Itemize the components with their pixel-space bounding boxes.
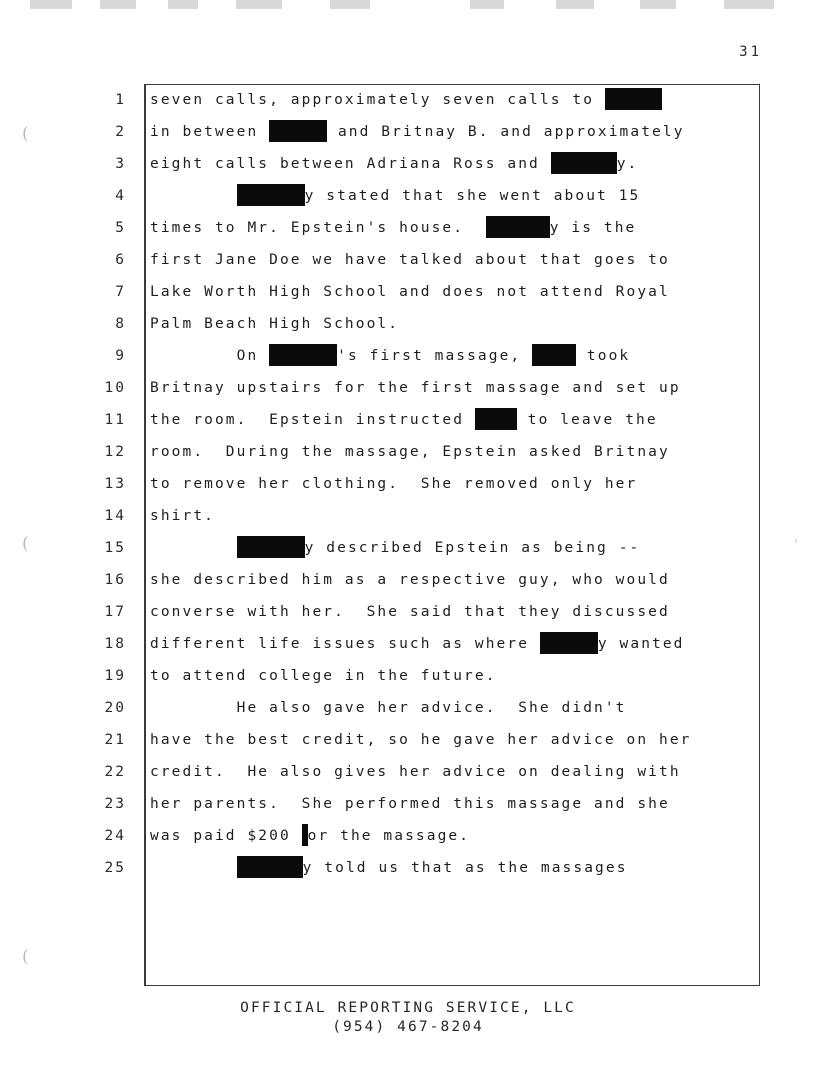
line-number: 19 xyxy=(104,668,126,684)
transcript-line xyxy=(0,436,760,468)
transcript-line xyxy=(0,564,760,596)
line-text: in between and Britnay B. and approximately xyxy=(150,116,685,148)
line-number: 25 xyxy=(104,860,126,876)
redaction-bar xyxy=(237,184,305,206)
line-text: Lake Worth High School and does not attend Royal xyxy=(150,284,670,300)
transcript-line xyxy=(0,820,760,852)
transcript-line xyxy=(0,276,760,308)
page-number: 31 xyxy=(739,44,762,60)
line-number: 15 xyxy=(104,540,126,556)
line-number: 10 xyxy=(104,380,126,396)
redaction-bar xyxy=(475,408,517,430)
transcript-line xyxy=(0,692,760,724)
margin-mark: ( xyxy=(22,534,29,554)
line-number: 5 xyxy=(115,220,126,236)
margin-mark: ( xyxy=(22,124,29,144)
transcript-line xyxy=(0,788,760,820)
transcript-line xyxy=(0,468,760,500)
line-text: y told us that as the massages xyxy=(150,852,628,884)
line-text: first Jane Doe we have talked about that goes to xyxy=(150,252,670,268)
line-number: 11 xyxy=(104,412,126,428)
line-number: 1 xyxy=(115,92,126,108)
line-text: to attend college in the future. xyxy=(150,668,497,684)
redaction-bar xyxy=(551,152,617,174)
line-text: was paid $200 or the massage. xyxy=(150,820,470,852)
line-text: the room. Epstein instructed to leave the xyxy=(150,404,658,436)
line-text: eight calls between Adriana Ross and y. xyxy=(150,148,638,180)
line-text: seven calls, approximately seven calls to xyxy=(150,84,662,116)
transcript-line xyxy=(0,244,760,276)
line-text: y stated that she went about 15 xyxy=(150,180,640,212)
line-text: On 's first massage, took xyxy=(150,340,630,372)
line-text: room. During the massage, Epstein asked Britnay xyxy=(150,444,670,460)
margin-mark: ( xyxy=(22,947,29,967)
line-number: 17 xyxy=(104,604,126,620)
line-number: 16 xyxy=(104,572,126,588)
line-number: 2 xyxy=(115,124,126,140)
line-number: 8 xyxy=(115,316,126,332)
line-number: 6 xyxy=(115,252,126,268)
line-text: different life issues such as where y wanted xyxy=(150,628,685,660)
transcript-line xyxy=(0,756,760,788)
transcript-line xyxy=(0,340,760,372)
line-text: converse with her. She said that they discussed xyxy=(150,604,670,620)
transcript-line xyxy=(0,116,760,148)
line-number: 13 xyxy=(104,476,126,492)
line-number: 14 xyxy=(104,508,126,524)
footer-phone: (954) 467-8204 xyxy=(332,1019,484,1035)
line-number: 23 xyxy=(104,796,126,812)
transcript-line xyxy=(0,596,760,628)
redaction-bar xyxy=(540,632,598,654)
transcript-line xyxy=(0,532,760,564)
line-number: 18 xyxy=(104,636,126,652)
transcript-line xyxy=(0,724,760,756)
line-text: Palm Beach High School. xyxy=(150,316,400,332)
transcript-line xyxy=(0,212,760,244)
redaction-bar xyxy=(605,88,662,110)
line-text: y described Epstein as being -- xyxy=(150,532,640,564)
line-number: 9 xyxy=(115,348,126,364)
line-text: Britnay upstairs for the first massage and set up xyxy=(150,380,681,396)
transcript-line xyxy=(0,148,760,180)
transcript-line xyxy=(0,308,760,340)
line-number: 20 xyxy=(104,700,126,716)
transcript-line xyxy=(0,852,760,884)
redaction-bar xyxy=(486,216,550,238)
line-number: 7 xyxy=(115,284,126,300)
line-number: 24 xyxy=(104,828,126,844)
transcript-line xyxy=(0,84,760,116)
line-number: 4 xyxy=(115,188,126,204)
line-number: 12 xyxy=(104,444,126,460)
transcript-lines xyxy=(0,84,760,986)
line-text: have the best credit, so he gave her advice on her xyxy=(150,732,692,748)
transcript-line xyxy=(0,372,760,404)
line-number: 22 xyxy=(104,764,126,780)
line-text: to remove her clothing. She removed only her xyxy=(150,476,638,492)
page-footer xyxy=(0,1000,816,1035)
line-number: 3 xyxy=(115,156,126,172)
line-text: she described him as a respective guy, who would xyxy=(150,572,670,588)
transcript-line xyxy=(0,404,760,436)
transcript-line xyxy=(0,500,760,532)
redaction-bar xyxy=(237,536,305,558)
footer-company: OFFICIAL REPORTING SERVICE, LLC xyxy=(240,1000,576,1016)
transcript-line xyxy=(0,180,760,212)
line-number: 21 xyxy=(104,732,126,748)
line-text: credit. He also gives her advice on dealing with xyxy=(150,764,681,780)
transcript-line xyxy=(0,660,760,692)
scan-artifacts xyxy=(0,0,816,14)
redaction-bar xyxy=(302,824,308,846)
line-text: times to Mr. Epstein's house. y is the xyxy=(150,212,636,244)
line-text: He also gave her advice. She didn't xyxy=(150,700,627,716)
edge-mark: ' xyxy=(793,536,798,554)
redaction-bar xyxy=(269,120,327,142)
line-text: her parents. She performed this massage and she xyxy=(150,796,670,812)
redaction-bar xyxy=(532,344,576,366)
transcript-line xyxy=(0,628,760,660)
redaction-bar xyxy=(269,344,337,366)
line-text: shirt. xyxy=(150,508,215,524)
redaction-bar xyxy=(237,856,303,878)
